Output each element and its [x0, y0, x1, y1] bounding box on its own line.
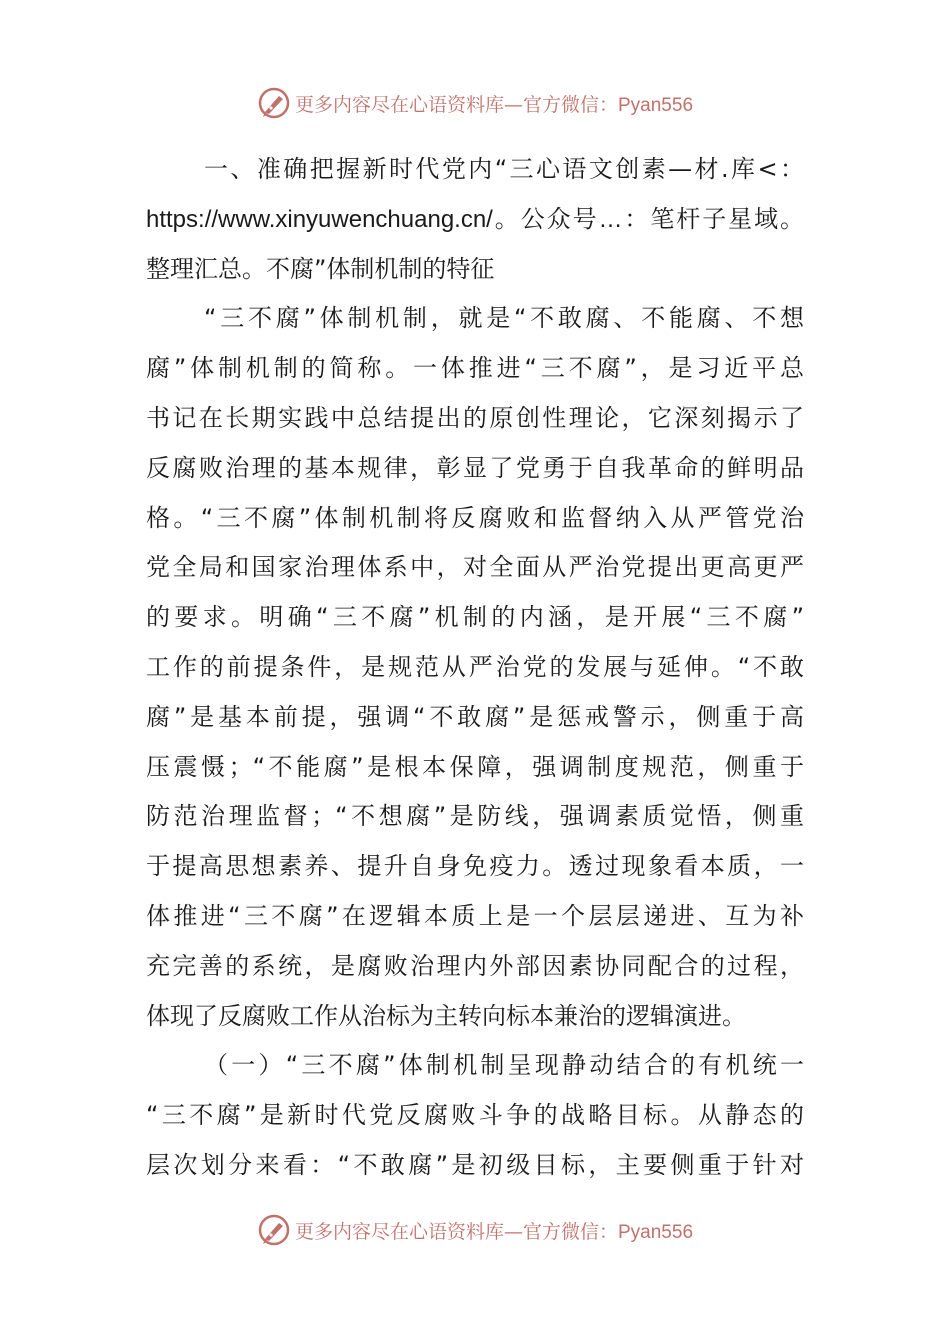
- text-line: 书记在长期实践中总结提出的原创性理论，它深刻揭示了: [146, 403, 804, 432]
- text-line: 层次划分来看：“不敢腐”是初级目标，主要侧重于针对: [146, 1150, 804, 1179]
- watermark-text: 更多内容尽在心语资料库—官方微信：Pyan556: [294, 93, 694, 116]
- text-line: “三不腐”体制机制，就是“不敢腐、不能腐、不想: [204, 304, 804, 333]
- watermark-banner-bottom: [0, 1210, 950, 1250]
- pen-logo-icon: [257, 1213, 291, 1247]
- text-line: 一、准确把握新时代党内“三心语文创素—材.库<：: [204, 155, 804, 183]
- text-line: 党全局和国家治理体系中，对全面从严治党提出更高更严: [146, 553, 804, 582]
- text-line: 腐”体制机制的简称。一体推进“三不腐”，是习近平总: [146, 354, 804, 383]
- section-heading: （一）“三不腐”体制机制呈现静动结合的有机统一: [204, 1051, 804, 1080]
- watermark-banner-top: [0, 83, 950, 123]
- text-line: https://www.xinyuwenchuang.cn/。公众号…：笔杆子星域。: [146, 205, 804, 233]
- text-line: 于提高思想素养、提升自身免疫力。透过现象看本质，一: [146, 852, 804, 881]
- text-line: 体推进“三不腐”在逻辑本质上是一个层层递进、互为补: [146, 901, 804, 930]
- text-line: 的要求。明确“三不腐”机制的内涵，是开展“三不腐”: [146, 603, 804, 632]
- watermark-text: 更多内容尽在心语资料库—官方微信：Pyan556: [294, 1220, 694, 1243]
- text-line: 腐”是基本前提，强调“不敢腐”是惩戒警示，侧重于高: [146, 702, 804, 731]
- text-line: 充完善的系统，是腐败治理内外部因素协同配合的过程，: [146, 951, 804, 980]
- text-line: 反腐败治理的基本规律，彰显了党勇于自我革命的鲜明品: [146, 453, 804, 482]
- watermark-wechat: Pyan556: [618, 94, 694, 116]
- pen-logo-icon: [257, 86, 291, 120]
- text-line: 整理汇总。不腐”体制机制的特征: [146, 254, 495, 283]
- text-line: “三不腐”是新时代党反腐败斗争的战略目标。从静态的: [146, 1101, 804, 1130]
- text-line: 防范治理监督；“不想腐”是防线，强调素质觉悟，侧重: [146, 802, 804, 831]
- document-body: [146, 145, 804, 1191]
- watermark-wechat: Pyan556: [618, 1221, 694, 1243]
- text-line: 体现了反腐败工作从治标为主转向标本兼治的逻辑演进。: [146, 1001, 746, 1030]
- text-line: 工作的前提条件，是规范从严治党的发展与延伸。“不敢: [146, 652, 804, 681]
- text-line: 格。“三不腐”体制机制将反腐败和监督纳入从严管党治: [146, 503, 804, 532]
- text-line: 压震慑；“不能腐”是根本保障，强调制度规范，侧重于: [146, 752, 804, 781]
